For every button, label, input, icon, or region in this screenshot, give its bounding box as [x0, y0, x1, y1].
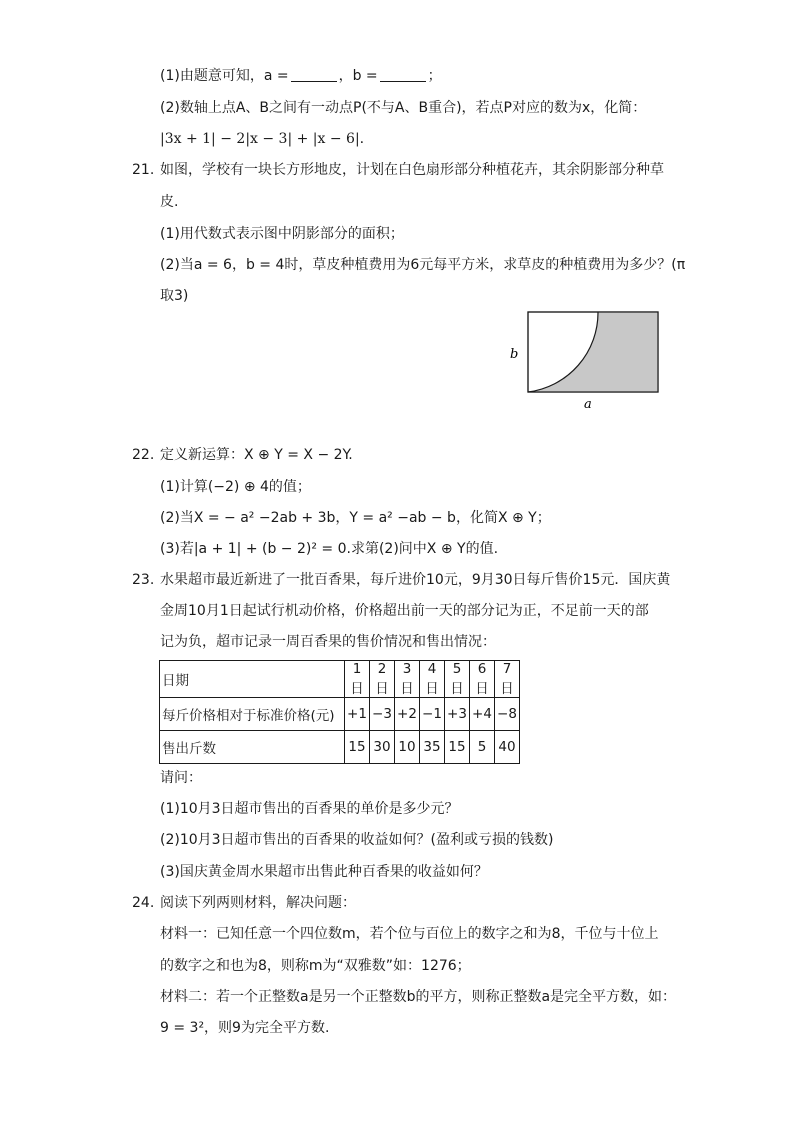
- table-day: 3日: [395, 661, 420, 698]
- q22-part1: (1)计算(−2) ⊕ 4的值；: [160, 479, 311, 495]
- q23-part1: (1)10月3日超市售出的百香果的单价是多少元？: [160, 801, 459, 817]
- q21-stem-line2: 皮.: [160, 194, 179, 210]
- table-cell: 15: [345, 731, 370, 764]
- price-sales-table: [159, 660, 520, 764]
- table-cell: −1: [420, 698, 445, 731]
- table-cell: +2: [395, 698, 420, 731]
- q21-stem-line1: 如图，学校有一块长方形地皮，计划在白色扇形部分种植花卉，其余阴影部分种草: [160, 162, 664, 178]
- table-cell: 40: [495, 731, 520, 764]
- q24-material1-line1: 材料一：已知任意一个四位数m，若个位与百位上的数字之和为8，千位与十位上: [160, 926, 659, 942]
- rectangle-quarter-circle-diagram: [500, 308, 670, 418]
- table-day: 5日: [445, 661, 470, 698]
- q21-part1: (1)用代数式表示图中阴影部分的面积；: [160, 226, 404, 242]
- table-row-sales-label: 售出斤数: [160, 731, 345, 764]
- q21-number: 21.: [132, 162, 155, 178]
- answer-blank-a: [291, 67, 337, 82]
- q23-number: 23.: [132, 572, 155, 588]
- rectangle-figure: [500, 308, 670, 418]
- q20-part1-b-text: ，b =: [338, 68, 378, 84]
- q20-part2: (2)数轴上点A、B之间有一动点P(不与A、B重合)，若点P对应的数为x，化简：: [160, 100, 647, 116]
- table-row-sales: [160, 731, 520, 764]
- table-cell: +3: [445, 698, 470, 731]
- table-cell: 35: [420, 731, 445, 764]
- q21-part2: (2)当a = 6，b = 4时，草皮种植费用为6元每平方米，求草皮的种植费用为多少？(π: [160, 257, 686, 273]
- table-cell: 10: [395, 731, 420, 764]
- q20-expression: |3x + 1| − 2|x − 3| + |x − 6|.: [160, 131, 365, 147]
- q24-material2-line2: 9 = 3²，则9为完全平方数.: [160, 1020, 330, 1036]
- answer-blank-b: [380, 67, 426, 82]
- q23-stem-line1: 水果超市最近新进了一批百香果，每斤进价10元，9月30日每斤售价15元．国庆黄: [160, 572, 671, 588]
- q23-part2: (2)10月3日超市售出的百香果的收益如何？(盈利或亏损的钱数): [160, 832, 554, 848]
- q22-part3: (3)若|a + 1| + (b − 2)² = 0.求第(2)问中X ⊕ Y的值.: [160, 541, 499, 557]
- table-header-label: 日期: [160, 661, 345, 698]
- q22-stem: 定义新运算：X ⊕ Y = X − 2Y.: [160, 447, 353, 463]
- table-day: 6日: [470, 661, 495, 698]
- table-cell: −8: [495, 698, 520, 731]
- q22-number: 22.: [132, 447, 155, 463]
- table-cell: 30: [370, 731, 395, 764]
- table-cell: −3: [370, 698, 395, 731]
- table-row-price: [160, 698, 520, 731]
- q24-material2-line1: 材料二：若一个正整数a是另一个正整数b的平方，则称正整数a是完全平方数，如：: [160, 989, 677, 1005]
- table-day: 7日: [495, 661, 520, 698]
- table-cell: +1: [345, 698, 370, 731]
- label-a: a: [584, 397, 592, 412]
- q23-ask: 请问：: [160, 770, 202, 786]
- table-day: 2日: [370, 661, 395, 698]
- table-cell: 5: [470, 731, 495, 764]
- table-header-row: [160, 661, 520, 698]
- q22-part2: (2)当X = − a² −2ab + 3b，Y = a² −ab − b，化简X ⊕ Y；: [160, 510, 551, 526]
- table-row-price-label: 每斤价格相对于标准价格(元): [160, 698, 345, 731]
- label-b: b: [510, 347, 519, 362]
- table-day: 1日: [345, 661, 370, 698]
- q20-part1-end: ；: [427, 68, 442, 84]
- table-cell: +4: [470, 698, 495, 731]
- q24-material1-line2: 的数字之和也为8，则称m为“双雅数”如：1276；: [160, 958, 471, 974]
- table-day: 4日: [420, 661, 445, 698]
- q23-part3: (3)国庆黄金周水果超市出售此种百香果的收益如何？: [160, 864, 488, 880]
- q23-stem-line3: 记为负，超市记录一周百香果的售价情况和售出情况：: [160, 634, 496, 650]
- q23-stem-line2: 金周10月1日起试行机动价格，价格超出前一天的部分记为正，不足前一天的部: [160, 603, 649, 619]
- q21-part2-cont: 取3): [160, 288, 189, 304]
- q20-part1-a-text: (1)由题意可知，a =: [160, 68, 289, 84]
- q24-number: 24.: [132, 895, 155, 911]
- q24-stem: 阅读下列两则材料，解决问题：: [160, 895, 356, 911]
- q20-part1: [160, 66, 442, 86]
- table-cell: 15: [445, 731, 470, 764]
